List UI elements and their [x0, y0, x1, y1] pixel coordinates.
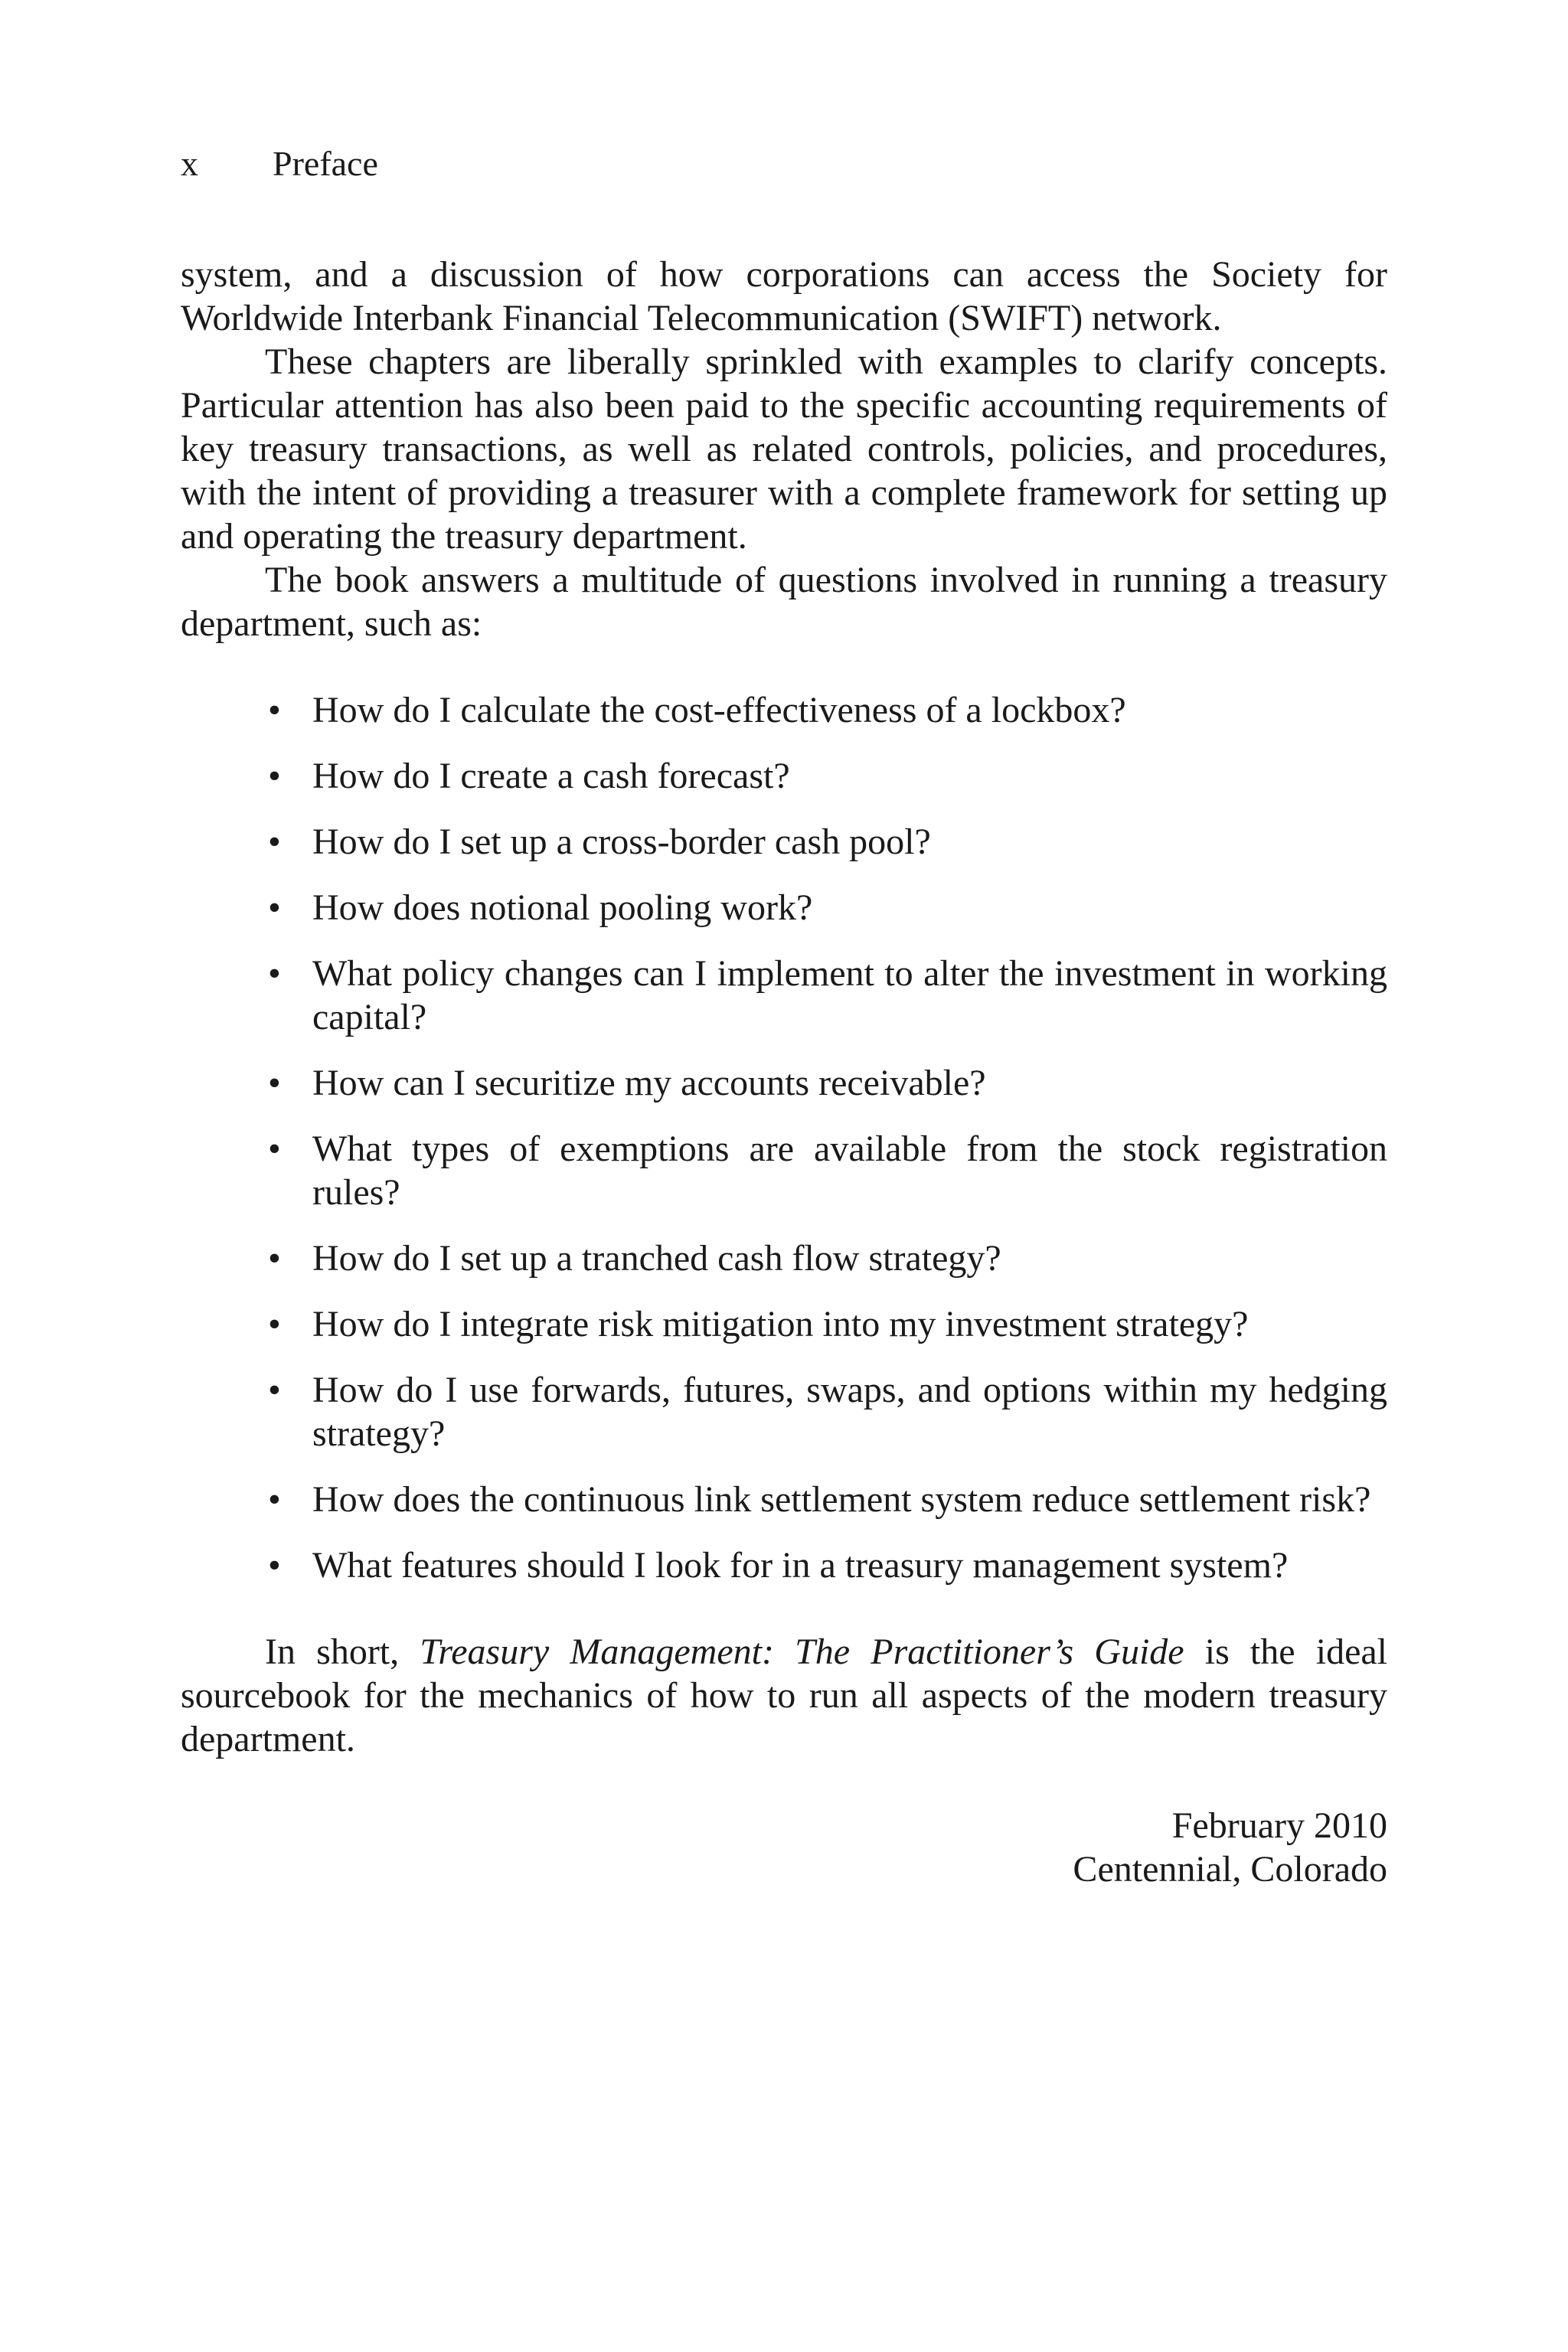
bullet-icon: • — [268, 690, 281, 730]
running-head — [181, 142, 378, 185]
bullet-icon: • — [268, 822, 281, 862]
list-item: • How does notional pooling work? — [268, 887, 813, 928]
bullet-icon: • — [268, 1129, 281, 1169]
bullet-icon: • — [268, 756, 281, 796]
paragraph-questions-intro: The book answers a multitude of questions involved in running a treasury department, such as: — [181, 560, 1387, 644]
list-item: • How do I create a cash forecast? — [268, 756, 790, 796]
bullet-icon: • — [268, 1479, 281, 1520]
list-item: • How does the continuous link settlement system reduce settlement risk? — [268, 1479, 1371, 1520]
bullet-icon: • — [268, 1238, 281, 1279]
list-item: • What policy changes can I implement to alter the investment in working capital? — [268, 953, 1387, 1037]
bullet-icon: • — [268, 1370, 281, 1410]
body-text — [181, 253, 1387, 1891]
signoff-place: Centennial, Colorado — [1073, 1849, 1387, 1890]
list-item: • What types of exemptions are available from the stock registration rules? — [268, 1129, 1387, 1213]
list-item: • What features should I look for in a treasury management system? — [268, 1545, 1289, 1586]
bullet-icon: • — [268, 1063, 281, 1103]
list-item: • How do I set up a tranched cash flow strategy? — [268, 1238, 1001, 1279]
bullet-icon: • — [268, 887, 281, 928]
bullet-icon: • — [268, 1545, 281, 1586]
list-item: • How do I calculate the cost-effectiveness of a lockbox? — [268, 690, 1126, 730]
page-number: x — [181, 144, 198, 183]
section-title: Preface — [273, 144, 378, 183]
paragraph-continued: system, and a discussion of how corporations can access the Society for Worldwide Interbank Financial Telecommunication (SWIFT) network. — [181, 254, 1387, 338]
list-item: • How can I securitize my accounts receivable? — [268, 1063, 986, 1103]
book-title: Treasury Management: The Practitioner’s Guide — [420, 1632, 1184, 1672]
signoff — [181, 1804, 1387, 1891]
bullet-icon: • — [268, 953, 281, 994]
list-item: • How do I use forwards, futures, swaps, and options within my hedging strategy? — [268, 1370, 1387, 1454]
list-item: • How do I integrate risk mitigation into my investment strategy? — [268, 1304, 1249, 1344]
paragraph-closing: In short, Treasury Management: The Practitioner’s Guide is the ideal sourcebook for the mechanics of how to run all aspects of the modern treasury department. — [181, 1632, 1388, 1759]
paragraph-examples: These chapters are liberally sprinkled with examples to clarify concepts. Particular attention has also been paid to the specific accounting requirements of key treasury transactions, as well as related controls, policies, and procedures, with the intent of providing a treasurer with a complete framework for setting up and operating the treasury department. — [181, 341, 1387, 557]
list-item: • How do I set up a cross-border cash pool? — [268, 822, 931, 862]
bullet-icon: • — [268, 1304, 281, 1344]
signoff-date: February 2010 — [1171, 1805, 1387, 1846]
questions-list — [181, 688, 1387, 1587]
